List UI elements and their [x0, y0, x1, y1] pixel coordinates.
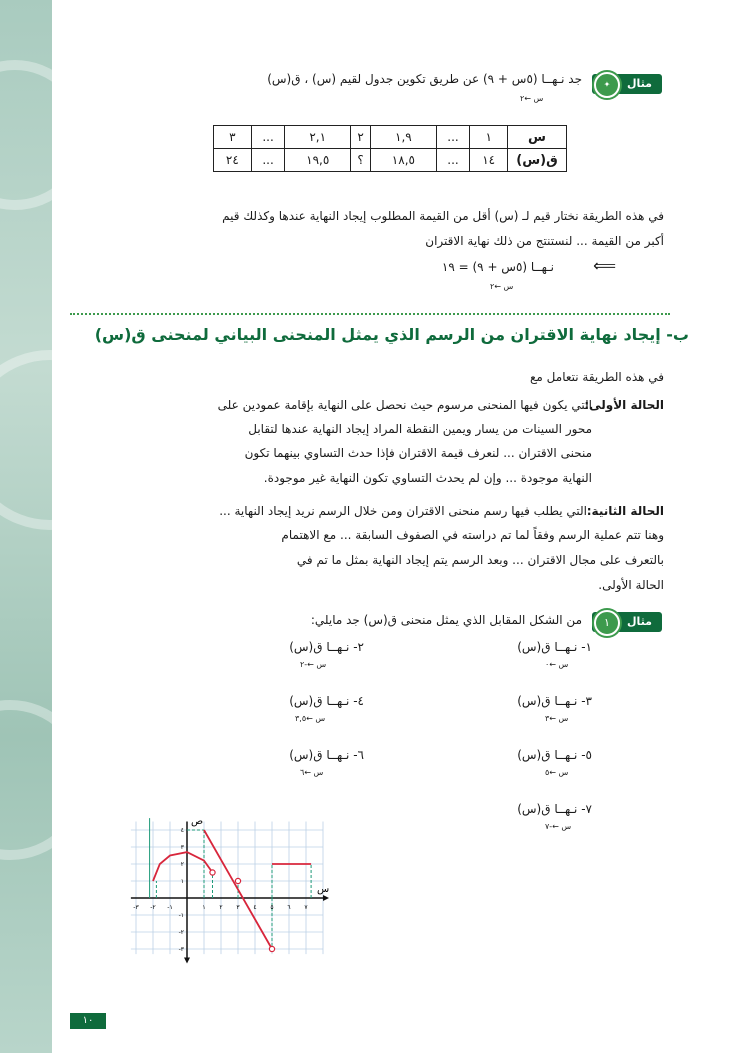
limit-item: ٧- نـهــا ق(س) [517, 802, 592, 816]
limit-item: ٢- نـهــا ق(س) [289, 640, 364, 654]
x-tick-label: ٤ [253, 904, 257, 911]
limit-subscript: س ←٥ [545, 768, 569, 777]
case1-text: التي يكون فيها المنحنى مرسوم حيث نحصل على النهاية بإقامة عمودين على [217, 398, 592, 412]
table-cell: ١ [470, 126, 508, 149]
x-tick-label: ٦ [287, 904, 291, 911]
decorative-swirl [0, 700, 90, 860]
x-axis-label: س [317, 884, 330, 895]
x-tick-label: ٥ [270, 904, 274, 911]
explanation-line: في هذه الطريقة نختار قيم لـ (س) أقل من القيمة المطلوب إيجاد النهاية عندها وكذلك قيم [222, 209, 664, 223]
x-tick-label: -٣ [133, 904, 139, 911]
limit-subscript: س ←٠ [545, 660, 569, 669]
graph-grid [131, 822, 323, 955]
explanation-result: نـهــا (٥س + ٩) = ١٩ [441, 260, 554, 274]
table-row [214, 149, 567, 172]
x-tick-label: ٧ [304, 904, 308, 911]
limit-subscript: س ←٣,٥ [295, 714, 326, 723]
case1-text: النهاية موجودة ... وإن لم يحدث التساوي تكون النهاية غير موجودة. [263, 471, 592, 485]
limit-subscript: س ←٢ [520, 94, 544, 103]
x-tick-label: -٢ [150, 904, 156, 911]
function-graph [100, 790, 370, 990]
graph-axes [131, 822, 329, 964]
table-header-y: ق(س) [508, 149, 567, 172]
limit-subscript: س ←-٢ [300, 660, 327, 669]
graph-series [153, 830, 311, 949]
table-cell: ؟ [350, 149, 370, 172]
section-divider [70, 313, 670, 315]
open-point [235, 878, 240, 883]
example1-question: جد نـهــا (٥س + ٩) عن طريق تكوين جدول لقيم (س) ، ق(س) [267, 72, 582, 86]
table-cell: ١٤ [470, 149, 508, 172]
limit-item: ٦- نـهــا ق(س) [289, 748, 364, 762]
limit-item: ٥- نـهــا ق(س) [517, 748, 592, 762]
table-header-x: س [508, 126, 567, 149]
case2-text: التي يطلب فيها رسم منحنى الاقتران ومن خلال الرسم نريد إيجاد النهاية ... [219, 504, 587, 518]
x-axis-arrow-icon [323, 895, 329, 901]
limit-item: ٤- نـهــا ق(س) [289, 694, 364, 708]
y-tick-label: ٤ [180, 827, 184, 834]
limit-subscript: س ←-٧ [545, 822, 572, 831]
table-cell: ١٨,٥ [371, 149, 436, 172]
case2-text: بالتعرف على مجال الاقتران ... وبعد الرسم يتم إيجاد النهاية بمثل ما تم في [296, 553, 664, 567]
case1-label: الحالة الأولى: [584, 398, 664, 412]
y-axis-arrow-icon [184, 958, 190, 964]
y-tick-label: -٢ [178, 929, 184, 936]
table-cell: ٢ [350, 126, 370, 149]
example-number-badge: ١ [594, 610, 620, 636]
table-cell: ... [251, 126, 285, 149]
table-cell: ... [251, 149, 285, 172]
case2-text: وهنا تتم عملية الرسم وفقاً لما تم دراسته في الصفوف السابقة ... مع الاهتمام [281, 528, 664, 542]
limit-item: ١- نـهــا ق(س) [517, 640, 592, 654]
table-cell: ... [436, 149, 470, 172]
y-tick-label: -١ [178, 912, 184, 919]
y-tick-label: ١ [180, 878, 184, 885]
values-table [213, 125, 567, 172]
section-intro: في هذه الطريقة نتعامل مع [530, 370, 664, 384]
case2-label: الحالة الثانية: [586, 504, 664, 518]
case2-text: الحالة الأولى. [598, 578, 664, 592]
table-cell: ١٩,٥ [285, 149, 350, 172]
example-badge: مثال [592, 612, 662, 632]
example2-question: من الشكل المقابل الذي يمثل منحنى ق(س) جد مايلي: [310, 613, 582, 627]
example-seal-icon: ✦ [594, 72, 620, 98]
table-row [214, 126, 567, 149]
limit-item: ٣- نـهــا ق(س) [517, 694, 592, 708]
explanation-line: أكبر من القيمة ... لنستنتج من ذلك نهاية الاقتران [425, 234, 664, 248]
limit-subscript: س ←٣ [545, 714, 569, 723]
case1-text: منحنى الاقتران ... لنعرف قيمة الاقتران فإذا حدث التساوي بينهما تكون [244, 446, 592, 460]
table-cell: ... [436, 126, 470, 149]
open-point [210, 870, 215, 875]
decorative-side-band [0, 0, 52, 1053]
table-cell: ٢٤ [214, 149, 252, 172]
graph-dashed-lines [150, 818, 312, 949]
table-cell: ١,٩ [371, 126, 436, 149]
implies-arrow-icon: ⟸ [593, 256, 616, 275]
example-badge: مثال [592, 74, 662, 94]
page-number: ١٠ [70, 1013, 106, 1029]
limit-subscript: س ←٢ [490, 282, 514, 291]
y-axis-label: ص [191, 816, 204, 827]
open-point [269, 946, 274, 951]
y-tick-label: -٣ [178, 946, 184, 953]
x-tick-label: ١ [202, 904, 206, 911]
y-tick-label: ٢ [180, 861, 184, 868]
x-tick-label: ٣ [236, 904, 240, 911]
table-cell: ٣ [214, 126, 252, 149]
x-tick-label: -١ [167, 904, 173, 911]
y-tick-label: ٣ [180, 844, 184, 851]
case1-text: محور السينات من يسار ويمين النقطة المراد إيجاد النهاية عندها لتقابل [248, 422, 592, 436]
table-cell: ٢,١ [285, 126, 350, 149]
x-tick-label: ٢ [219, 904, 223, 911]
limit-subscript: س ←٦ [300, 768, 324, 777]
section-title: ب- إيجاد نهاية الاقتران من الرسم الذي يمثل المنحنى البياني لمنحنى ق(س) [94, 325, 689, 344]
